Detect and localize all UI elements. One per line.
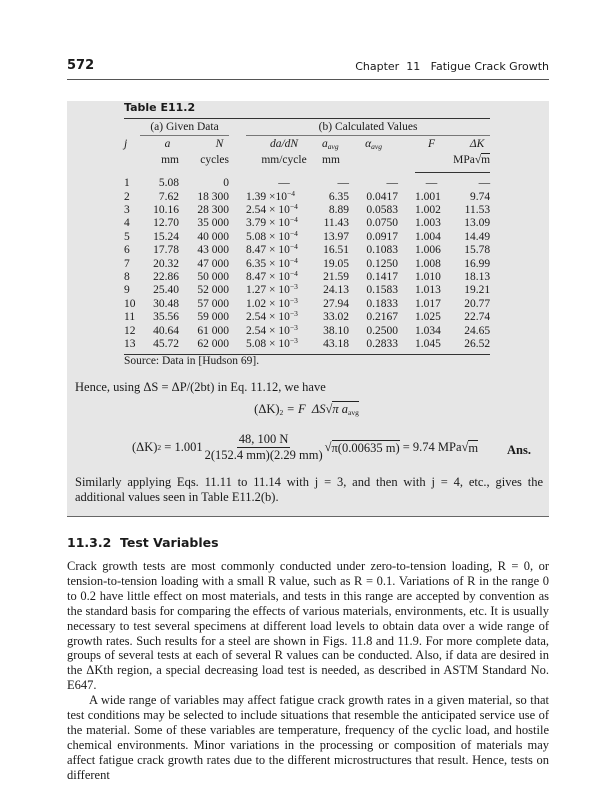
cell-a: 22.86 (153, 271, 179, 284)
cell-aavg: 27.94 (323, 297, 350, 310)
column-header-row (124, 136, 490, 152)
cell-f: 1.025 (415, 311, 441, 324)
cell-a: 7.62 (158, 190, 179, 203)
unit-dk: MPa√m (415, 152, 490, 173)
cell-j: 2 (124, 190, 130, 203)
cell-alpha: 0.2500 (366, 324, 399, 337)
table-row (124, 258, 490, 271)
cell-j: 4 (124, 217, 130, 230)
cell-dk: 24.65 (464, 324, 491, 337)
equation-2: (ΔK) 2 = 1.001 $\frac{48, 100 N}{2(152.4 mm)(2.29 mm)}$ √ π(0.00635 m) = 9.74 MPa √ m (132, 432, 479, 462)
cell-aavg: 19.05 (323, 257, 350, 270)
cell-a: 40.64 (153, 324, 179, 337)
cell-a: 15.24 (153, 230, 179, 243)
cell-aavg: 38.10 (323, 324, 350, 337)
table-row (124, 338, 490, 353)
cell-j: 6 (124, 244, 130, 257)
unit-aavg: mm (322, 153, 340, 166)
running-header: Chapter 11 Fatigue Crack Growth (355, 60, 549, 73)
data-table (124, 118, 490, 355)
cell-j: 13 (124, 338, 136, 351)
cell-alpha: 0.2167 (366, 311, 399, 324)
answer-label: Ans. (507, 443, 531, 457)
cell-aavg: 16.51 (323, 244, 350, 257)
equation-1: $(\Delta K)_2 = F$ ΔS√π $a_{avg}$ (254, 402, 359, 417)
cell-aavg: 6.35 (328, 190, 350, 203)
equation-fraction: $\frac{48, 100 N}{2(152.4 mm)(2.29 mm)}$ (204, 432, 323, 462)
cell-n: 43 000 (197, 244, 230, 257)
col-alpha: $\alpha_{avg}$ (365, 138, 382, 152)
col-a: a (164, 138, 171, 151)
page-number: 572 (67, 58, 95, 73)
cell-alpha: 0.0750 (366, 217, 399, 230)
cell-j: 12 (124, 324, 136, 337)
cell-dk: — (478, 177, 491, 190)
unit-a: mm (161, 153, 179, 166)
cell-f: 1.002 (415, 204, 441, 217)
cell-aavg: 13.97 (323, 230, 350, 243)
col-dadn: da/dN (269, 138, 299, 151)
cell-j: 8 (124, 271, 130, 284)
cell-dadn: $5.08 \times 10^{-4}$ (246, 228, 298, 243)
table-row (124, 271, 490, 284)
example-text-similarly: Similarly applying Eqs. 11.11 to 11.14 with j = 3, and then with j = 4, etc., gives the additional values seen in Table E11.2(b). (75, 475, 543, 504)
cell-a: 12.70 (153, 217, 179, 230)
group-header-row (124, 119, 490, 136)
cell-alpha: 0.1833 (366, 297, 399, 310)
cell-f: 1.004 (415, 230, 441, 243)
cell-alpha: 0.0583 (366, 204, 399, 217)
cell-f: 1.045 (415, 338, 441, 351)
cell-n: 18 300 (197, 190, 230, 203)
table-row (124, 325, 490, 338)
paragraph: A wide range of variables may affect fatigue crack growth rates in a given material, so that test conditions may be selected to include situations that resemble the anticipated service use of the material. Some of these variables are temperature, frequency of the cyclic load, and hostile chemical environments. Minor variations in the processing or composition of materials may affect fatigue crack growth rates due to the different microstructures that result. Hence, tests on different (67, 693, 549, 782)
cell-aavg: — (337, 176, 350, 189)
cell-n: 61 000 (197, 324, 230, 337)
cell-dk: 26.52 (464, 338, 491, 351)
cell-dk: 18.13 (464, 271, 491, 284)
cell-aavg: 43.18 (323, 338, 350, 351)
cell-alpha: 0.0417 (366, 190, 399, 203)
cell-dk: 13.09 (464, 217, 491, 230)
cell-alpha: 0.0917 (366, 230, 399, 243)
cell-alpha: 0.1250 (366, 257, 399, 270)
cell-f: 1.003 (415, 217, 441, 230)
cell-n: 59 000 (197, 311, 230, 324)
cell-j: 3 (124, 204, 130, 217)
cell-dadn: — (278, 176, 290, 189)
table-row (124, 173, 490, 191)
col-j: j (124, 137, 128, 150)
table-row (124, 191, 490, 204)
cell-alpha: 0.1417 (366, 271, 399, 284)
cell-dk: 22.74 (464, 311, 491, 324)
cell-dk: 19.21 (464, 284, 491, 297)
cell-dadn: $2.54 \times 10^{-3}$ (246, 322, 298, 337)
cell-a: 5.08 (158, 176, 179, 189)
cell-alpha: 0.2833 (366, 338, 399, 351)
cell-j: 5 (124, 230, 130, 243)
col-aavg: $a_{avg}$ (322, 138, 339, 152)
cell-j: 7 (124, 257, 130, 270)
group-calculated: (b) Calculated Values (246, 119, 490, 136)
cell-alpha: — (386, 176, 399, 189)
cell-dk: 15.78 (464, 244, 491, 257)
paragraph: Crack growth tests are most commonly conducted under zero-to-tension loading, R = 0, or tension-to-tension loading with a small R value, such as R = 0.1. Variations of R in the range 0 to 0.2 have little effect on most materials, and tests in this range are accepted by convention as the standard basis for comparing the effects of various materials, environments, etc. It is usually necessary to test several specimens at different load levels to obtain data over a wide range of growth rates. Such results for a steel are shown in Figs. 11.8 and 11.9. For more complete data, groups of several tests at each of several R values can be conducted. Also, if data are desired in the ΔKth region, a special decreasing load test is needed, as described in ASTM Standard No. E647. (67, 559, 549, 693)
unit-dadn: mm/cycle (261, 153, 307, 166)
table-row (124, 204, 490, 217)
cell-aavg: 24.13 (323, 284, 350, 297)
cell-aavg: 21.59 (323, 271, 350, 284)
cell-f: 1.006 (415, 244, 441, 257)
cell-n: 57 000 (197, 297, 230, 310)
cell-f: 1.001 (415, 190, 441, 203)
cell-alpha: 0.1583 (366, 284, 399, 297)
cell-j: 1 (124, 176, 130, 189)
cell-n: 0 (223, 176, 230, 189)
cell-j: 9 (124, 284, 130, 297)
example-text-hence: Hence, using ΔS = ΔP/(2bt) in Eq. 11.12, we have (75, 380, 326, 394)
cell-dadn: $2.54 \times 10^{-4}$ (246, 202, 298, 217)
cell-dadn: $6.35 \times 10^{-4}$ (246, 255, 298, 270)
cell-a: 17.78 (153, 244, 179, 257)
cell-dk: 16.99 (464, 257, 491, 270)
cell-dadn: $1.39 \times 10^{-4}$ (246, 188, 295, 203)
cell-f: — (425, 177, 438, 190)
unit-header-row (124, 152, 490, 173)
cell-dadn: $1.02 \times 10^{-3}$ (246, 295, 298, 310)
cell-n: 50 000 (197, 271, 230, 284)
cell-f: 1.034 (415, 324, 441, 337)
cell-n: 35 000 (197, 217, 230, 230)
col-n: N (215, 138, 224, 151)
section-heading: 11.3.2 Test Variables (67, 535, 219, 550)
cell-dk: 14.49 (464, 230, 491, 243)
cell-n: 52 000 (197, 284, 230, 297)
cell-aavg: 8.89 (328, 204, 350, 217)
section-body (67, 559, 549, 783)
cell-a: 45.72 (153, 338, 179, 351)
cell-dk: 9.74 (469, 190, 491, 203)
cell-n: 28 300 (197, 204, 230, 217)
cell-dadn: $3.79 \times 10^{-4}$ (246, 215, 298, 230)
table-source: Source: Data in [Hudson 69]. (124, 355, 260, 367)
cell-f: 1.008 (415, 257, 441, 270)
cell-a: 20.32 (153, 257, 179, 270)
table-row (124, 217, 490, 230)
table-row (124, 298, 490, 311)
header-rule (67, 79, 549, 80)
table-row (124, 231, 490, 244)
table-row (124, 244, 490, 257)
cell-aavg: 33.02 (323, 311, 350, 324)
cell-a: 10.16 (153, 204, 179, 217)
cell-n: 47 000 (197, 257, 230, 270)
col-dk: ΔK (469, 138, 485, 151)
cell-f: 1.017 (415, 297, 441, 310)
cell-dadn: $5.08 \times 10^{-3}$ (246, 336, 298, 351)
unit-n: cycles (200, 153, 230, 166)
cell-n: 40 000 (197, 230, 230, 243)
cell-n: 62 000 (197, 338, 230, 351)
cell-f: 1.013 (415, 284, 441, 297)
col-f: F (428, 138, 436, 151)
table-row (124, 311, 490, 324)
cell-j: 11 (124, 311, 136, 324)
cell-a: 25.40 (153, 284, 179, 297)
cell-dadn: $2.54 \times 10^{-3}$ (246, 309, 298, 324)
cell-a: 35.56 (153, 311, 179, 324)
cell-dk: 11.53 (464, 204, 491, 217)
cell-dadn: $8.47 \times 10^{-4}$ (246, 242, 298, 257)
cell-dk: 20.77 (464, 297, 491, 310)
table-row (124, 284, 490, 297)
cell-alpha: 0.1083 (366, 244, 399, 257)
cell-dadn: $1.27 \times 10^{-3}$ (246, 282, 298, 297)
cell-f: 1.010 (415, 271, 441, 284)
cell-a: 30.48 (153, 297, 179, 310)
cell-dadn: $8.47 \times 10^{-4}$ (246, 269, 298, 284)
table-title: Table E11.2 (124, 101, 196, 114)
cell-aavg: 11.43 (323, 217, 350, 230)
group-given: (a) Given Data (140, 119, 229, 136)
cell-j: 10 (124, 297, 136, 310)
